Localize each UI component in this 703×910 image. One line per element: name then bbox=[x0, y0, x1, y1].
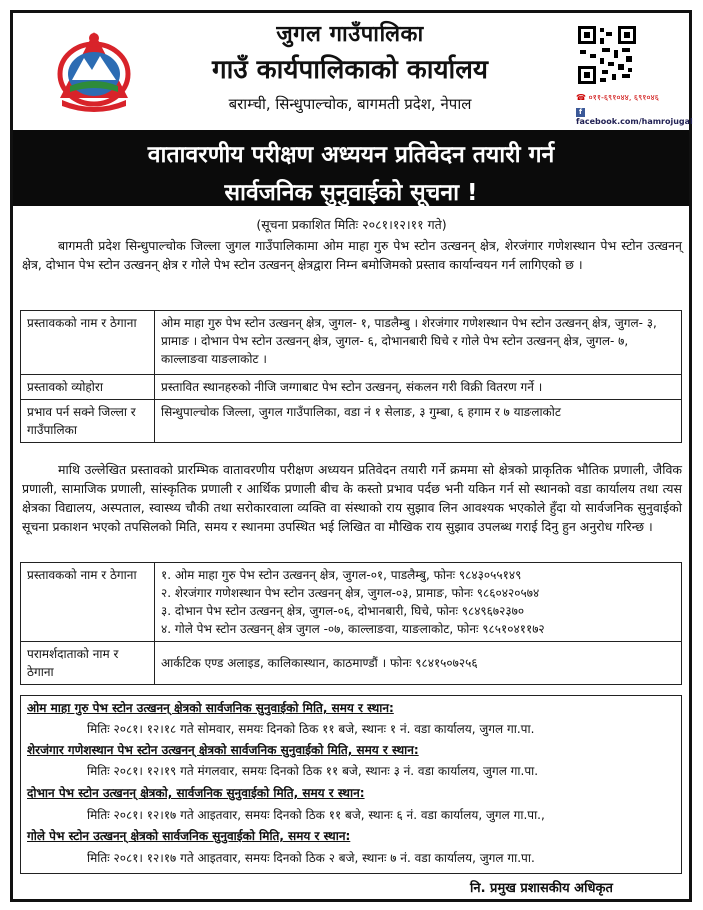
hearing-detail: मितिः २०८१। १२।१७ गते आइतवार, समयः दिनको ठिक ११ बजे, स्थानः ६ नं. वडा कार्यालय, जुगल गा.पा., bbox=[87, 808, 545, 822]
notice-title-line1: वातावरणीय परीक्षण अध्ययन प्रतिवेदन तयारी गर्न bbox=[147, 142, 555, 168]
nepal-emblem-icon bbox=[50, 28, 138, 114]
proponent-value: ओम माहा गुरु पेभ स्टोन उत्खनन् क्षेत्र, जुगल- १, पाडलैम्बु । शेरजंगार गणेशस्थान पेभ स्टोन उत्खनन् क्षेत्र, जुगल- ३, प्रामाङ । दोभान पेभ स्टोन उत्खनन् क्षेत्र, जुगल- ६, दोभानबारी घिचे र गोले पेभ स्टोन उत्खनन् क्षेत्र, जुगल- ७, काल्लाङवा याङलाकोट । bbox=[155, 311, 682, 375]
hearing-detail: मितिः २०८१। १२।१८ गते सोमवार, समयः दिनको ठिक ११ बजे, स्थानः १ नं. वडा कार्यालय, जुगल गा.पा. bbox=[87, 722, 535, 736]
facebook-url: facebook.com/hamrojugal bbox=[576, 117, 693, 126]
table-row bbox=[21, 563, 682, 642]
proposal-table bbox=[20, 310, 682, 443]
facebook-icon: f bbox=[576, 108, 585, 117]
hearing-heading: गोले पेभ स्टोन उत्खनन् क्षेत्रको सार्वजनिक सुनुवाईको मिति, समय र स्थान: bbox=[27, 829, 351, 843]
proponent-item: १. ओम माहा गुरु पेभ स्टोन उत्खनन् क्षेत्र, जुगल-०१, पाडलैम्बु, फोनः ९८४३०५५१४९ bbox=[161, 568, 522, 582]
signatory: नि. प्रमुख प्रशासकीय अधिकृत bbox=[470, 881, 613, 896]
proponent-item: २. शेरजंगार गणेशस्थान पेभ स्टोन उत्खनन् क्षेत्र, जुगल-०३, प्रामाङ, फोनः ९८६०४२०५७४ bbox=[161, 586, 540, 600]
affected-area-label: प्रभाव पर्न सक्ने जिल्ला र गाउँपालिका bbox=[21, 400, 155, 443]
municipality-name: जुगल गाउँपालिका bbox=[276, 22, 424, 47]
office-address: बराम्ची, सिन्धुपाल्चोक, बागमती प्रदेश, नेपाल bbox=[228, 95, 472, 113]
hearing-heading: दोभान पेभ स्टोन उत्खनन् क्षेत्रको, सार्वजनिक सुनुवाईको मिति, समय र स्थान: bbox=[27, 786, 365, 800]
table-row bbox=[21, 311, 682, 375]
proponent-item: ४. गोले पेभ स्टोन उत्खनन् क्षेत्र जुगल -०७, काल्लाङवा, याङलाकोट, फोनः ९८५१०४११७२ bbox=[161, 622, 545, 636]
proposal-nature-value: प्रस्तावित स्थानहरुको नीजि जग्गाबाट पेभ स्टोन उत्खनन्, संकलन गरी विक्री वितरण गर्ने । bbox=[155, 375, 682, 400]
qr-code-icon bbox=[578, 26, 636, 84]
notice-title-line2: सार्वजनिक सुनुवाईको सूचना ! bbox=[224, 180, 478, 206]
hearing-heading: शेरजंगार गणेशस्थान पेभ स्टोन उत्खनन् क्षेत्रको सार्वजनिक सुनुवाईको मिति, समय र स्थान: bbox=[27, 743, 419, 757]
consultant-value: आर्कटिक एण्ड अलाइड, कालिकास्थान, काठमाण्डौं । फोनः ९८४१५०७२५६ bbox=[155, 642, 682, 685]
main-paragraph: माथि उल्लेखित प्रस्तावको प्रारम्भिक वातावरणीय परीक्षण अध्ययन प्रतिवेदन तयारी गर्ने क्रममा सो क्षेत्रको प्राकृतिक भौतिक प्रणाली, जैविक प्रणाली, सामाजिक प्रणाली, सांस्कृतिक प्रणाली र आर्थिक प्रणाली बीच के कस्तो प्रभाव पर्दछ भनी यकिन गर्न सो स्थानको वडा कार्यालय तथा त्यस क्षेत्रका विद्यालय, अस्पताल, स्वास्थ्य चौकी तथा सरोकारवाला व्यक्ति वा संस्थाको राय सुझाव लिन आवश्यक भएकोले हुँदा यो सार्वजनिक सुनुवाईको सूचना प्रकाशन भएको तपसिलको मिति, समय र स्थानमा उपस्थित भई लिखित वा मौखिक राय सुझाव उपलब्ध गराई दिनु हुन अनुरोध गरिन्छ । bbox=[22, 462, 682, 534]
proponent-item: ३. दोभान पेभ स्टोन उत्खनन् क्षेत्र, जुगल-०६, दोभानबारी, घिचे, फोनः ९८४९६७२३७० bbox=[161, 604, 525, 618]
proponent-list bbox=[155, 563, 682, 642]
hearing-schedule bbox=[20, 695, 682, 874]
proponent-contact-label: प्रस्तावकको नाम र ठेगाना bbox=[21, 563, 155, 642]
proponent-label: प्रस्तावकको नाम र ठेगाना bbox=[21, 311, 155, 375]
office-name: गाउँ कार्यपालिकाको कार्यालय bbox=[212, 55, 488, 85]
table-row bbox=[21, 375, 682, 400]
table-row bbox=[21, 642, 682, 685]
hearing-detail: मितिः २०८१। १२।१९ गते मंगलवार, समयः दिनको ठिक ११ बजे, स्थानः ३ नं. वडा कार्यालय, जुगल गा.पा. bbox=[87, 764, 539, 778]
contact-table bbox=[20, 562, 682, 685]
publication-date: (सूचना प्रकाशित मितिः २०८१।१२।११ गते) bbox=[256, 217, 447, 232]
proposal-nature-label: प्रस्तावको व्योहोरा bbox=[21, 375, 155, 400]
hearing-heading: ओम माहा गुरु पेभ स्टोन उत्खनन् क्षेत्रको सार्वजनिक सुनुवाईको मिति, समय र स्थान: bbox=[27, 701, 394, 715]
facebook-link[interactable] bbox=[576, 108, 703, 126]
office-phone: ☎ ०११-६९१०४४, ६९१०४६ bbox=[576, 93, 659, 102]
intro-paragraph: बागमती प्रदेश सिन्धुपाल्चोक जिल्ला जुगल गाउँपालिकामा ओम माहा गुरु पेभ स्टोन उत्खनन् क्षेत्र, शेरजंगार गणेशस्थान पेभ स्टोन उत्खनन् क्षेत्र, दोभान पेभ स्टोन उत्खनन् क्षेत्र र गोले पेभ स्टोन उत्खनन् क्षेत्रद्वारा निम्न बमोजिमको प्रस्ताव कार्यान्वयन गर्न लागिएको छ । bbox=[22, 238, 682, 272]
notice-title-banner bbox=[13, 130, 689, 206]
affected-area-value: सिन्धुपाल्चोक जिल्ला, जुगल गाउँपालिका, वडा नं १ सेलाङ, ३ गुम्बा, ६ हगाम र ७ याङलाकोट bbox=[155, 400, 682, 443]
table-row bbox=[21, 400, 682, 443]
consultant-label: परामर्शदाताको नाम र ठेगाना bbox=[21, 642, 155, 685]
hearing-detail: मितिः २०८१। १२।१७ गते आइतवार, समयः दिनको ठिक २ बजे, स्थानः ७ नं. वडा कार्यालय, जुगल गा.पा. bbox=[87, 851, 535, 865]
